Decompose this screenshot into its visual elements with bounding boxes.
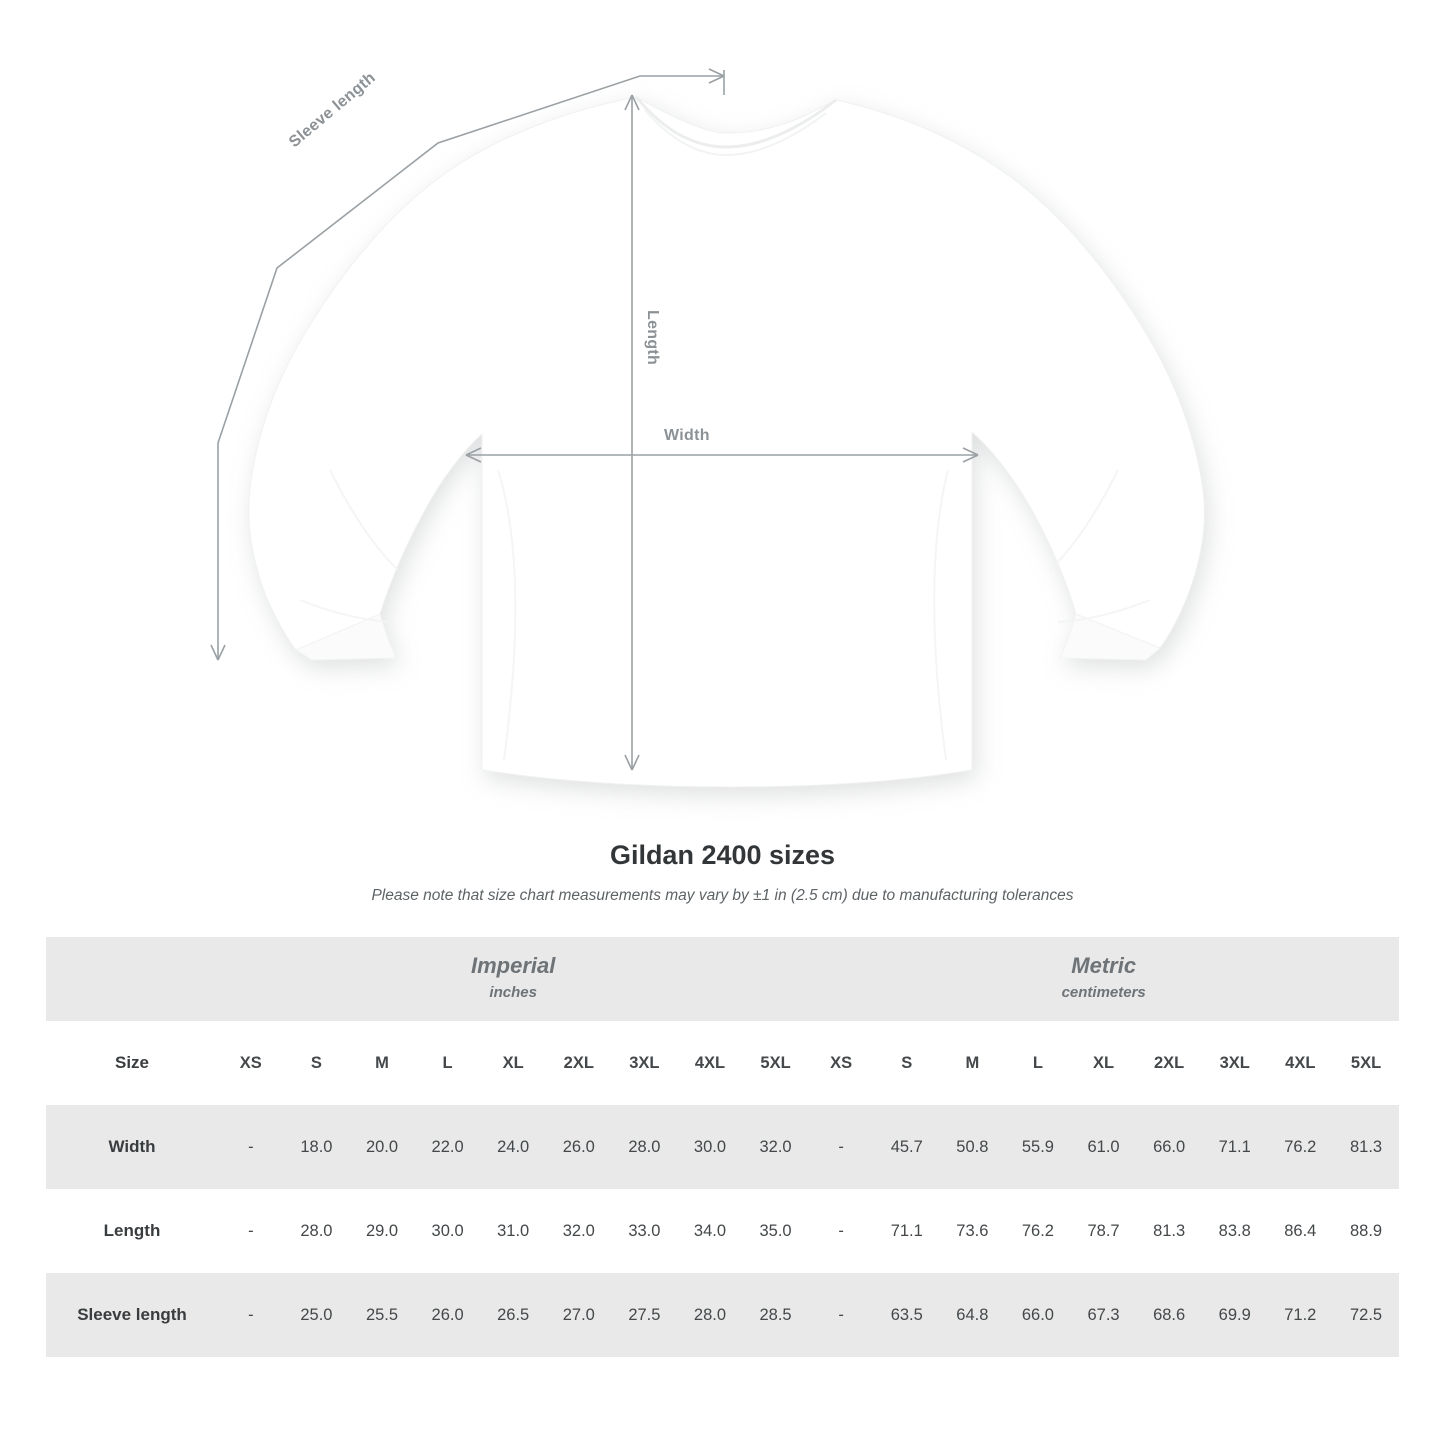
header-size-cell: 4XL [1268, 1021, 1334, 1105]
cell-sleeve: - [218, 1273, 284, 1357]
unit-group-imperial [218, 937, 808, 1021]
unit-group-imperial-name: Imperial [471, 952, 556, 978]
cell-width: 26.0 [546, 1105, 612, 1189]
unit-group-imperial-sub: inches [489, 984, 537, 1002]
cell-sleeve: 63.5 [874, 1273, 940, 1357]
cell-sleeve: 72.5 [1333, 1273, 1399, 1357]
cell-sleeve: 71.2 [1268, 1273, 1334, 1357]
cell-width: 24.0 [480, 1105, 546, 1189]
unit-group-row [46, 937, 1399, 1021]
cell-length: 33.0 [612, 1189, 678, 1273]
size-table-wrapper [46, 937, 1399, 1357]
cell-length: 34.0 [677, 1189, 743, 1273]
header-size-cell: XL [480, 1021, 546, 1105]
header-size-cell: L [1005, 1021, 1071, 1105]
header-size-cell: S [284, 1021, 350, 1105]
header-size: Size [46, 1021, 218, 1105]
cell-length: 71.1 [874, 1189, 940, 1273]
cell-width: 66.0 [1136, 1105, 1202, 1189]
cell-length: 73.6 [940, 1189, 1006, 1273]
cell-sleeve: 64.8 [940, 1273, 1006, 1357]
cell-sleeve: 28.5 [743, 1273, 809, 1357]
header-size-cell: XS [808, 1021, 874, 1105]
cell-length: 32.0 [546, 1189, 612, 1273]
header-size-cell: 2XL [1136, 1021, 1202, 1105]
cell-length: 31.0 [480, 1189, 546, 1273]
cell-width: - [808, 1105, 874, 1189]
unit-group-spacer [46, 937, 218, 1021]
cell-length: 83.8 [1202, 1189, 1268, 1273]
header-size-cell: 4XL [677, 1021, 743, 1105]
cell-sleeve: 69.9 [1202, 1273, 1268, 1357]
cell-width: 30.0 [677, 1105, 743, 1189]
row-label-width: Width [46, 1105, 218, 1189]
table-row [46, 1105, 1399, 1189]
cell-sleeve: 27.5 [612, 1273, 678, 1357]
header-size-cell: 3XL [612, 1021, 678, 1105]
unit-group-metric [808, 937, 1399, 1021]
unit-group-metric-sub: centimeters [1061, 984, 1146, 1002]
cell-length: - [218, 1189, 284, 1273]
header-size-cell: M [940, 1021, 1006, 1105]
header-size-cell: XS [218, 1021, 284, 1105]
width-label: Width [664, 427, 710, 444]
cell-sleeve: 67.3 [1071, 1273, 1137, 1357]
cell-length: 29.0 [349, 1189, 415, 1273]
size-header-row [46, 1021, 1399, 1105]
cell-width: 61.0 [1071, 1105, 1137, 1189]
cell-length: 81.3 [1136, 1189, 1202, 1273]
page-title: Gildan 2400 sizes [609, 840, 836, 870]
unit-group-metric-name: Metric [1071, 952, 1137, 978]
title-block [0, 840, 1445, 905]
cell-width: 45.7 [874, 1105, 940, 1189]
header-size-cell: 3XL [1202, 1021, 1268, 1105]
cell-sleeve: 28.0 [677, 1273, 743, 1357]
cell-length: 30.0 [415, 1189, 481, 1273]
cell-sleeve: 26.5 [480, 1273, 546, 1357]
header-size-cell: XL [1071, 1021, 1137, 1105]
row-label-length: Length [46, 1189, 218, 1273]
cell-sleeve: 26.0 [415, 1273, 481, 1357]
table-row [46, 1273, 1399, 1357]
size-table [46, 937, 1399, 1357]
cell-width: 55.9 [1005, 1105, 1071, 1189]
cell-sleeve: 66.0 [1005, 1273, 1071, 1357]
cell-width: 71.1 [1202, 1105, 1268, 1189]
cell-width: - [218, 1105, 284, 1189]
tolerance-note: Please note that size chart measurements may vary by ±1 in (2.5 cm) due to manufacturing tolerances [371, 887, 1074, 904]
cell-width: 50.8 [940, 1105, 1006, 1189]
row-label-sleeve-length: Sleeve length [46, 1273, 218, 1357]
header-size-cell: L [415, 1021, 481, 1105]
sleeve-length-label: Sleeve length [286, 69, 379, 152]
cell-sleeve: 27.0 [546, 1273, 612, 1357]
cell-sleeve: - [808, 1273, 874, 1357]
cell-width: 22.0 [415, 1105, 481, 1189]
header-size-cell: 2XL [546, 1021, 612, 1105]
cell-length: 28.0 [284, 1189, 350, 1273]
shirt-shape [249, 97, 1205, 787]
cell-sleeve: 25.0 [284, 1273, 350, 1357]
cell-width: 81.3 [1333, 1105, 1399, 1189]
header-size-cell: 5XL [1333, 1021, 1399, 1105]
cell-length: 76.2 [1005, 1189, 1071, 1273]
length-label: Length [644, 310, 661, 366]
cell-width: 32.0 [743, 1105, 809, 1189]
cell-sleeve: 25.5 [349, 1273, 415, 1357]
cell-width: 20.0 [349, 1105, 415, 1189]
cell-length: 35.0 [743, 1189, 809, 1273]
header-size-cell: M [349, 1021, 415, 1105]
cell-length: 78.7 [1071, 1189, 1137, 1273]
header-size-cell: 5XL [743, 1021, 809, 1105]
cell-width: 28.0 [612, 1105, 678, 1189]
header-size-cell: S [874, 1021, 940, 1105]
cell-length: 86.4 [1268, 1189, 1334, 1273]
cell-width: 76.2 [1268, 1105, 1334, 1189]
table-row [46, 1189, 1399, 1273]
cell-width: 18.0 [284, 1105, 350, 1189]
cell-length: 88.9 [1333, 1189, 1399, 1273]
cell-sleeve: 68.6 [1136, 1273, 1202, 1357]
cell-length: - [808, 1189, 874, 1273]
